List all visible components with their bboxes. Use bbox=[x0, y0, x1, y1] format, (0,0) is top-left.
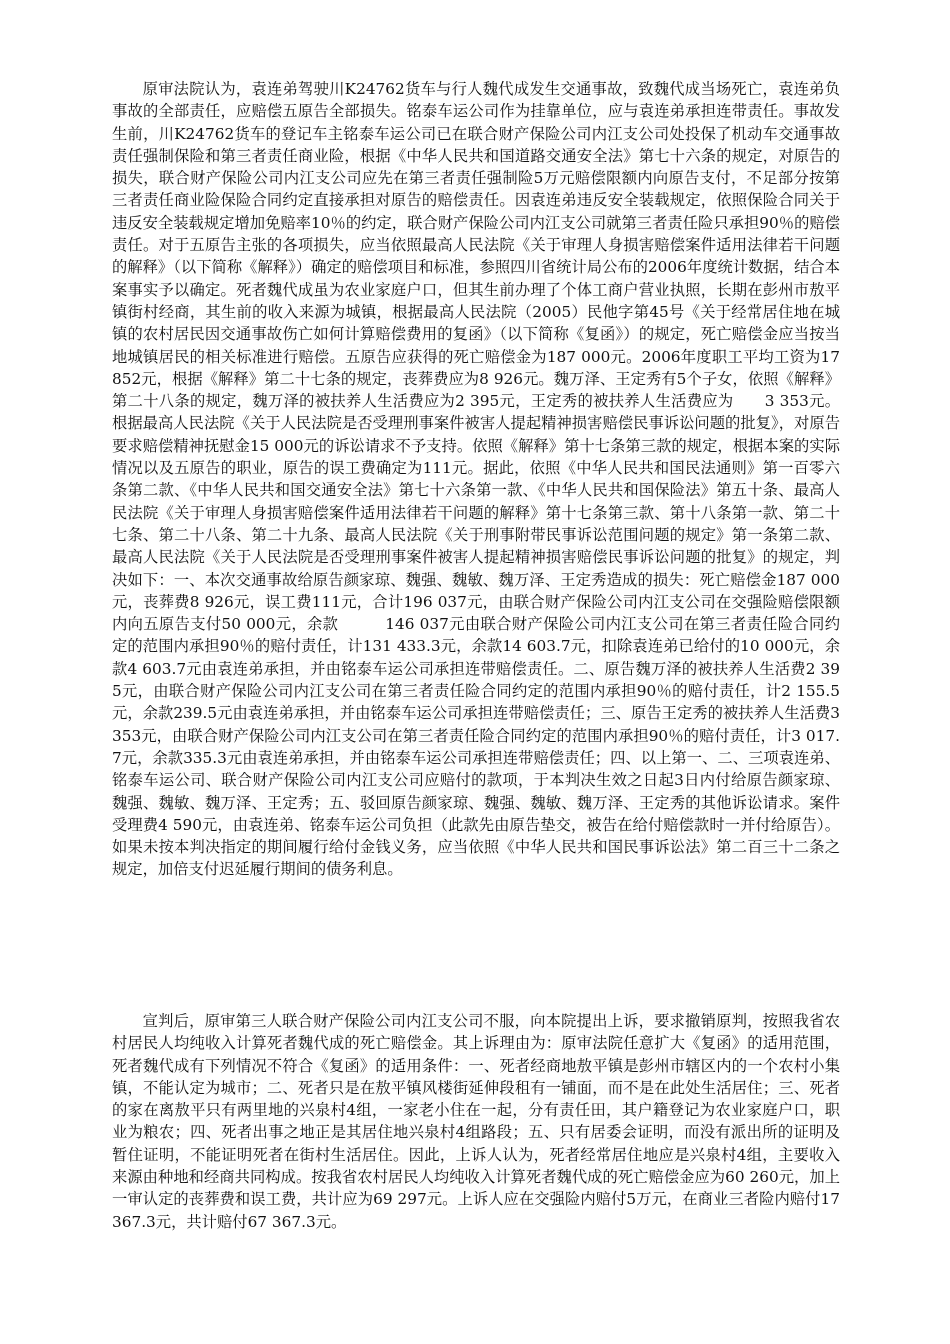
paragraph-first-instance-judgment: 原审法院认为，袁连弟驾驶川K24762货车与行人魏代成发生交通事故，致魏代成当场死亡，袁连弟负事故的全部责任，应赔偿五原告全部损失。铭泰车运公司作为挂靠单位，应与袁连弟承担连带责任。事故发生前，川K24762货车的登记车主铭泰车运公司已在联合财产保险公司内江支公司处投保了机动车交通事故责任强制保险和第三者责任商业险，根据《中华人民共和国道路交通安全法》第七十六条的规定，对原告的损失，联合财产保险公司内江支公司应先在第三者责任强制险5万元赔偿限额内向原告支付，不足部分按第三者责任商业险保险合同约定直接承担对原告的赔偿责任。因袁连弟违反安全装载规定，依照保险合同关于违反安全装载规定增加免赔率10％的约定，联合财产保险公司内江支公司就第三者责任险只承担90％的赔偿责任。对于五原告主张的各项损失，应当依照最高人民法院《关于审理人身损害赔偿案件适用法律若干问题的解释》（以下简称《解释》）确定的赔偿项目和标准，参照四川省统计局公布的2006年度统计数据，结合本案事实予以确定。死者魏代成虽为农业家庭户口，但其生前办理了个体工商户营业执照，长期在彭州市敖平镇街村经商，其生前的收入来源为城镇，根据最高人民法院（2005）民他字第45号《关于经常居住地在城镇的农村居民因交通事故伤亡如何计算赔偿费用的复函》（以下简称《复函》）的规定，死亡赔偿金应当按当地城镇居民的相关标准进行赔偿。五原告应获得的死亡赔偿金为187 000元。2006年度职工平均工资为17 852元，根据《解释》第二十七条的规定，丧葬费应为8 926元。魏万泽、王定秀有5个子女，依照《解释》第二十八条的规定，魏万泽的被扶养人生活费应为2 395元，王定秀的被扶养人生活费应为 3 353元。根据最高人民法院《关于人民法院是否受理刑事案件被害人提起精神损害赔偿民事诉讼问题的批复》，对原告要求赔偿精神抚慰金15 000元的诉讼请求不予支持。依照《解释》第十七条第三款的规定，根据本案的实际情况以及五原告的职业，原告的误工费确定为111元。据此，依照《中华人民共和国民法通则》第一百零六条第二款、《中华人民共和国交通安全法》第七十六条第一款、《中华人民共和国保险法》第五十条、最高人民法院《关于审理人身损害赔偿案件适用法律若干问题的解释》第十七条第三款、第十八条第一款、第二十七条、第二十八条、第二十九条、最高人民法院《关于刑事附带民事诉讼范围问题的规定》第一条第二款、最高人民法院《关于人民法院是否受理刑事案件被害人提起精神损害赔偿民事诉讼问题的批复》的规定，判决如下：一、本次交通事故给原告颜家琼、魏强、魏敏、魏万泽、王定秀造成的损失：死亡赔偿金187 000元，丧葬费8 926元，误工费111元，合计196 037元，由联合财产保险公司内江支公司在交强险赔偿限额内向五原告支付50 000元，余款 146 037元由联合财产保险公司内江支公司在第三者责任险合同约定的范围内承担90％的赔付责任，计131 433.3元，余款14 603.7元，扣除袁连弟已给付的10 000元，余款4 603.7元由袁连弟承担，并由铭泰车运公司承担连带赔偿责任。二、原告魏万泽的被扶养人生活费2 395元，由联合财产保险公司内江支公司在第三者责任险合同约定的范围内承担90％的赔付责任，计2 155.5元，余款239.5元由袁连弟承担，并由铭泰车运公司承担连带赔偿责任；三、原告王定秀的被扶养人生活费3 353元，由联合财产保险公司内江支公司在第三者责任险合同约定的范围内承担90％的赔付责任，计3 017.7元，余款335.3元由袁连弟承担，并由铭泰车运公司承担连带赔偿责任；四、以上第一、二、三项袁连弟、铭泰车运公司、联合财产保险公司内江支公司应赔付的款项，于本判决生效之日起3日内付给原告颜家琼、魏强、魏敏、魏万泽、王定秀；五、驳回原告颜家琼、魏强、魏敏、魏万泽、王定秀的其他诉讼请求。案件受理费4 590元，由袁连弟、铭泰车运公司负担（此款先由原告垫交，被告在给付赔偿款时一并付给原告）。如果未按本判决指定的期间履行给付金钱义务，应当依照《中华人民共和国民事诉讼法》第二百三十二条之规定，加倍支付迟延履行期间的债务利息。 bbox=[112, 80, 840, 879]
paragraph-appeal-grounds: 宣判后，原审第三人联合财产保险公司内江支公司不服，向本院提出上诉，要求撤销原判，按照我省农村居民人均纯收入计算死者魏代成的死亡赔偿金。其上诉理由为：原审法院任意扩大《复函》的适用范围，死者魏代成有下列情况不符合《复函》的适用条件：一、死者经商地敖平镇是彭州市辖区内的一个农村小集镇，不能认定为城市；二、死者只是在敖平镇风楼街延伸段租有一铺面，而不是在此处生活居住；三、死者的家在离敖平只有两里地的兴泉村4组，一家老小住在一起，分有责任田，其户籍登记为农业家庭户口，职业为粮农；四、死者出事之地正是其居住地兴泉村4组路段；五、只有居委会证明，而没有派出所的证明及暂住证明，不能证明死者在街村生活居住。因此，上诉人认为，死者经常居住地应是兴泉村4组，主要收入来源由种地和经商共同构成。按我省农村居民人均纯收入计算死者魏代成的死亡赔偿金应为60 260元，加上一审认定的丧葬费和误工费，共计应为69 297元。上诉人应在交强险内赔付5万元，在商业三者险内赔付17367.3元，共计赔付67 367.3元。 bbox=[112, 1012, 840, 1231]
